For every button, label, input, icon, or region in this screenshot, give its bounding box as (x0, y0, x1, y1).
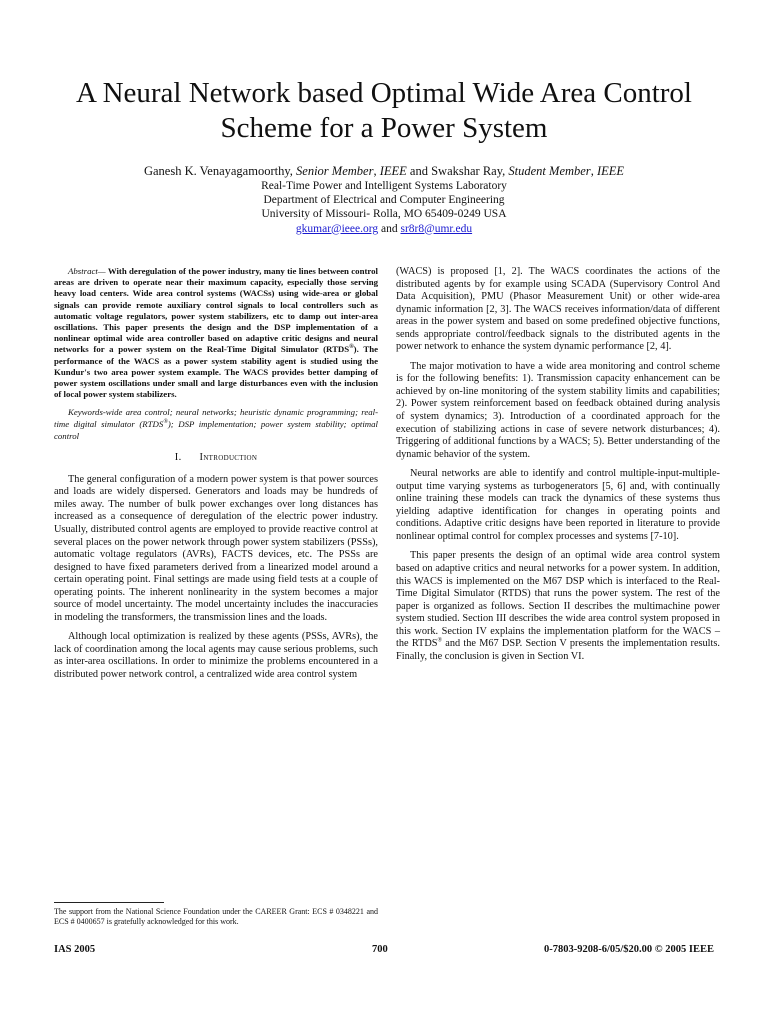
author-line: Ganesh K. Venayagamoorthy, Senior Member, IEEE and Swakshar Ray, Student Member, IEEE (143, 164, 625, 178)
author-2-role: Student Member (508, 164, 591, 178)
affiliation-dept: Department of Electrical and Computer Engineering (263, 194, 505, 207)
author-and: and (409, 164, 428, 178)
rtds-reg-mark: ® (437, 637, 443, 644)
title-line-1: A Neural Network based Optimal Wide Area Control (75, 77, 692, 109)
abstract-text-2: ). The performance of the WACS as a power system stability agent is studied using the Kundur's two area power system example. The WACS provides better damping of power system oscillations under small and large disturbances even with the inclusion of local power system stabilizers. (54, 344, 378, 400)
author-1-role: Senior Member (296, 164, 374, 178)
right-paragraph-4-text-2: and the M67 DSP. Section V presents the implementation results. Finally, the conclusion is given in Section VI. (396, 638, 720, 662)
footnote: The support from the National Science Foundation under the CAREER Grant: ECS # 0348221 and ECS # 0400657 is gratefully acknowledged for this work. (54, 907, 378, 926)
right-paragraph-1: (WACS) is proposed [1, 2]. The WACS coordinates the actions of the distributed agents by for example using SCADA (Supervisory Control And Data Acquisition), PMU (Phasor Measurement Unit) or other wide-area dynamic information [2, 3]. The WACS receives information/data of different areas in the power system and based on some predefined objective functions, sends appropriate control/feedback signals to the distributed agents in the power network to enhance the system dynamic performance [2, 4]. (396, 266, 720, 353)
footnote-rule (54, 902, 164, 903)
email-link-1[interactable]: gkumar@ieee.org (295, 222, 379, 235)
abstract-text: With deregulation of the power industry, many tie lines between control areas are driven to operate near their maximum capacity, especially those serving heavy load centers. Wide area control systems (WACSs) using wide-area or global signals can provide remote auxiliary control signals to local controllers such as automatic voltage regulators, power system stabilizers, etc to damp out inter-area oscillations. This paper presents the design and the DSP implementation of a nonlinear optimal wide area controller based on adaptive critic designs and neural networks for a power system on the Real-Time Digital Simulator (RTDS (54, 266, 378, 355)
author-1-name: Ganesh K. Venayagamoorthy, (143, 164, 293, 178)
affiliation-univ: University of Missouri- Rolla, MO 65409-0249 USA (261, 208, 507, 221)
email-and: and (381, 222, 398, 235)
keywords (54, 407, 378, 442)
footer-conference: IAS 2005 (54, 944, 96, 955)
right-paragraph-2: The major motivation to have a wide area monitoring and control scheme is for the following benefits: 1). Transmission capacity enhancement can be achieved by on-line monitoring of the system stability limits and capabilities; 2). Power system reinforcement based on feedback obtained during analysis of system dynamics; 3). Introduction of a coordinated approach for the execution of stabilizing actions in case of severe network disturbances; 4). Triggering of additional functions by a WACS; 5). Better understanding of the dynamic behavior of the system. (396, 360, 720, 460)
email-link-2[interactable]: sr8r8@umr.edu (400, 222, 473, 235)
abstract (54, 266, 378, 400)
author-2-name: Swakshar Ray, (431, 164, 506, 178)
section-heading-introduction (54, 452, 378, 465)
title-line-2: Scheme for a Power System (220, 112, 548, 144)
right-column (396, 266, 720, 670)
affiliation-lab: Real-Time Power and Intelligent Systems Laboratory (261, 180, 507, 192)
email-line (40, 222, 728, 236)
intro-paragraph-2: Although local optimization is realized by these agents (PSSs, AVRs), the lack of coordination among the local agents may cause serious problems, such as inter-area oscillations. In order to minimize the problems encountered in a distributed power network control, a centralized wide area control system (54, 631, 378, 680)
section-number: I. (174, 452, 182, 464)
abstract-label: Abstract— (68, 266, 106, 276)
footer-page-number: 700 (372, 944, 388, 955)
abstract-reg-mark: ® (349, 344, 354, 351)
right-paragraph-4-text: This paper presents the design of an optimal wide area control system based on adaptive critics and neural networks for a power system. In addition, this WACS is implemented on the M67 DSP which is interfaced to the Real-Time Digital Simulator (RTDS) that runs the power system. The rest of the paper is organized as follows. Section II describes the multimachine power system studied. Section III describes the wide area control system proposed in this work. Section IV explains the implementation platform for the WACS – the RTDS (396, 550, 720, 650)
intro-paragraph-1: The general configuration of a modern power system is that power sources and loads are widely dispersed. Generators and loads may be hundreds of miles away. The number of bulk power exchanges over long distances has increased as a consequence of deregulation of the electric power industry. Usually, distributed control agents are employed to provide reactive control at several places on the power network through power system stabilizers (PSSs), automatic voltage regulators (AVRs), FACTS devices, etc. The PSSs are designed to have fixed parameters derived from a linearized model around a certain operating point. Final settings are made using field tests at a couple of operating points. The inherent nonlinearity in the system becomes a major source of model uncertainty. The model uncertainty includes the inaccuracies in modeling the transformers, the transmission lines and the loads. (54, 473, 378, 623)
keywords-reg-mark: ® (163, 419, 168, 426)
keywords-text-2: ); DSP implementation; power system stability; optimal control (54, 419, 378, 441)
author-1-org: IEEE (379, 164, 407, 178)
affiliation (40, 179, 728, 236)
footer-copyright: 0-7803-9208-6/05/$20.00 © 2005 IEEE (543, 944, 714, 955)
right-paragraph-3: Neural networks are able to identify and control multiple-input-multiple-output time varying systems as turbogenerators [5, 6] and, with continually online training these models can track the dynamics of these systems thus yielding adaptive identification for changes in operating points and conditions. Adaptive critic designs have been reported in literature to provide nonlinear optimal control for complex processes and systems [7-10]. (396, 468, 720, 542)
page-footer (54, 944, 714, 958)
left-column (54, 266, 378, 689)
paper-title (40, 76, 728, 146)
author-2-org: IEEE (596, 164, 625, 178)
right-paragraph-4 (396, 550, 720, 663)
keywords-text: Keywords-wide area control; neural networks; heuristic dynamic programming; real-time digital simulator (RTDS (54, 407, 378, 430)
section-title: Introduction (199, 452, 258, 464)
